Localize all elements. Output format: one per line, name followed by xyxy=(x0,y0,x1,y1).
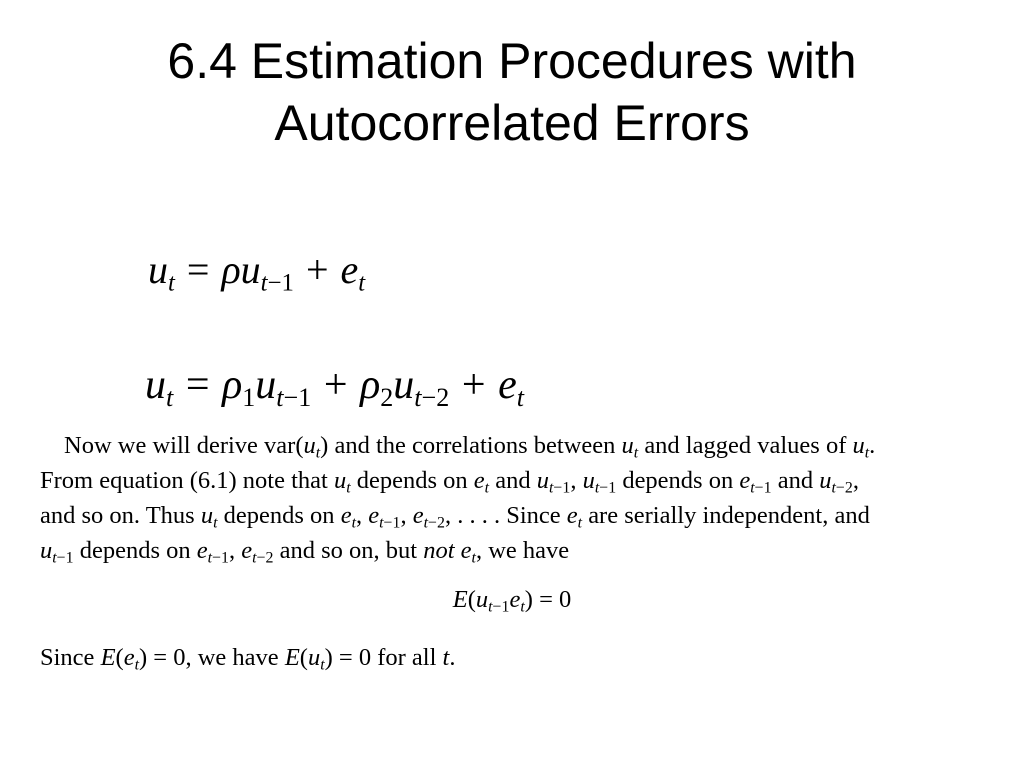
ar2-equation: $u_t = \rho_1u_{t-1} + \rho_2u_{t-2} + e_t$ xyxy=(145,362,524,412)
ar1-equation: $u_t = \rho u_{t-1} + e_t$ xyxy=(148,247,366,297)
slide-title xyxy=(0,30,1024,154)
title-line-1: 6.4 Estimation Procedures with xyxy=(167,33,857,89)
title-line-2: Autocorrelated Errors xyxy=(274,95,750,151)
derivation-paragraph: Now we will derive $var(u_t)$ and the correlations between $u_t$ and lagged values of $u_t$. From equation (6.1) note that $u_t$ depends on $e_t$ and $u_{t-1}$, $u_{t-1}$ depends on $e_{t-1}$ and $u_{t-2}$, and so on. Thus $u_t$ depends on $e_t$, $e_{t-1}$, $e_{t-2}$, . . . . Since $e_t$ are serially independent, and $u_{t-1}$ depends on $e_{t-1}$, $e_{t-2}$ and so on, but not $e_t$, we have xyxy=(40,432,876,567)
expectation-equation: $E(u_{t-1}e_t) = 0$ xyxy=(452,586,572,616)
conclusion-paragraph: Since $E(e_t) = 0$, we have $E(u_t) = 0$ for all t. xyxy=(40,644,456,674)
